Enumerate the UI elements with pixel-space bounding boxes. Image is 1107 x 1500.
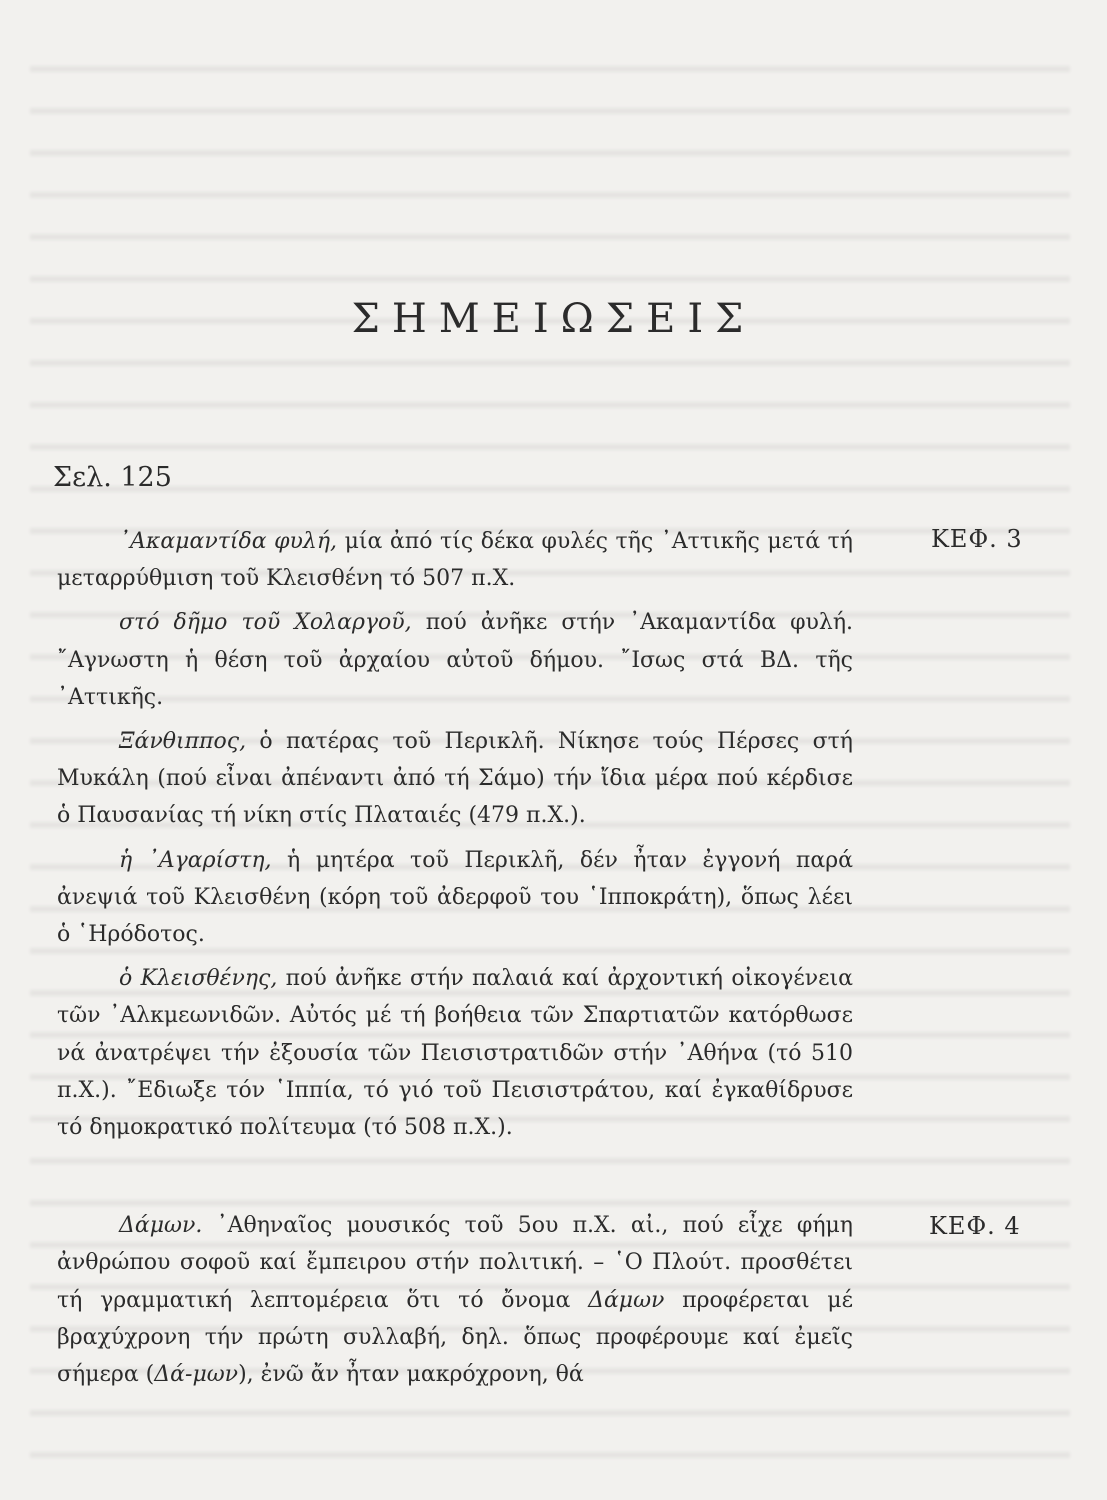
note-damon: [57, 1207, 853, 1393]
note-text: ἡ μητέρα τοῦ Περικλῆ, δέν ἦταν ἐγγονή παρά ἀνεψιά τοῦ Κλεισθένη (κόρη τοῦ ἀδερφοῦ του ῾Ιπποκράτη), ὅπως λέει ὁ ῾Ηρόδοτος.: [57, 847, 853, 948]
note-term-inline: Δάμων: [588, 1287, 665, 1313]
note-text: προφέρεται μέ βραχύχρονη τήν πρώτη συλλαβή, δηλ. ὅπως προφέρουμε καί ἐμεῖς σήμερα (: [57, 1287, 853, 1388]
note-term: Δάμων.: [119, 1213, 203, 1239]
notes-body: [57, 523, 853, 1393]
note-text: πού ἀνῆκε στήν παλαιά καί ἀρχοντική οἰκογένεια τῶν ᾿Αλκμεωνιδῶν. Αὐτός μέ τή βοήθεια τῶν Σπαρτιατῶν κατόρθωσε νά ἀνατρέψει τήν ἐξουσία τῶν Πεισιστρατιδῶν στήν ᾿Αθήνα (τό 510 π.Χ.). ῎Εδιωξε τόν ῾Ιππία, τό γιό τοῦ Πεισιστράτου, καί ἐγκαθίδρυσε τό δημοκρατικό πολίτευμα (τό 508 π.Χ.).: [57, 966, 853, 1141]
note-text: πού ἀνῆκε στήν ᾿Ακαμαντίδα φυλή. ῎Αγνωστη ἡ θέση τοῦ ἀρχαίου αὐτοῦ δήμου. ῎Ισως στά ΒΔ. τῆς ᾿Αττικῆς.: [57, 610, 853, 710]
note-term: ᾿Ακαμαντίδα φυλή,: [119, 529, 338, 554]
note-agariste: [57, 842, 853, 954]
note-term: ὁ Κλεισθένης,: [119, 966, 278, 992]
note-term-inline: Δά-μων: [154, 1362, 239, 1388]
chapter-mark-3: ΚΕΦ. 3: [931, 525, 1023, 553]
note-text: ), ἐνῶ ἄν ἦταν μακρόχρονη, θά: [238, 1362, 584, 1388]
note-text: μία ἀπό τίς δέκα φυλές τῆς ᾿Αττικῆς μετά τή μεταρρύθμιση τοῦ Κλεισθένη τό 507 π.Χ.: [57, 529, 853, 592]
note-term: Ξάνθιππος,: [119, 729, 247, 755]
note-term: στό δῆμο τοῦ Χολαργοῦ,: [119, 610, 412, 636]
note-text: ὁ πατέρας τοῦ Περικλῆ. Νίκησε τούς Πέρσες στή Μυκάλη (πού εἶναι ἀπέναντι ἀπό τή Σάμο) τήν ἴδια μέρα πού κέρδισε ὁ Παυσανίας τή νίκη στίς Πλαταιές (479 π.Χ.).: [57, 729, 853, 829]
note-text: ᾿Αθηναῖος μουσικός τοῦ 5ου π.Χ. αἰ., πού εἶχε φήμη ἀνθρώπου σοφοῦ καί ἔμπειρου στήν πολιτική. – ῾Ο Πλούτ. προσθέτει τή γραμματική λεπτομέρεια ὅτι τό ὄνομα: [57, 1213, 853, 1313]
chapter-mark-4: ΚΕΦ. 4: [929, 1212, 1021, 1240]
note-cholargos: [57, 604, 853, 716]
page-title: ΣΗΜΕΙΩΣΕΙΣ: [351, 296, 756, 342]
note-kleisthenes: [57, 960, 853, 1146]
note-akamantis: [57, 523, 853, 597]
page-reference: Σελ. 125: [53, 462, 172, 493]
note-term: ἡ ᾿Αγαρίστη,: [119, 847, 272, 873]
note-xanthippos: [57, 723, 853, 835]
